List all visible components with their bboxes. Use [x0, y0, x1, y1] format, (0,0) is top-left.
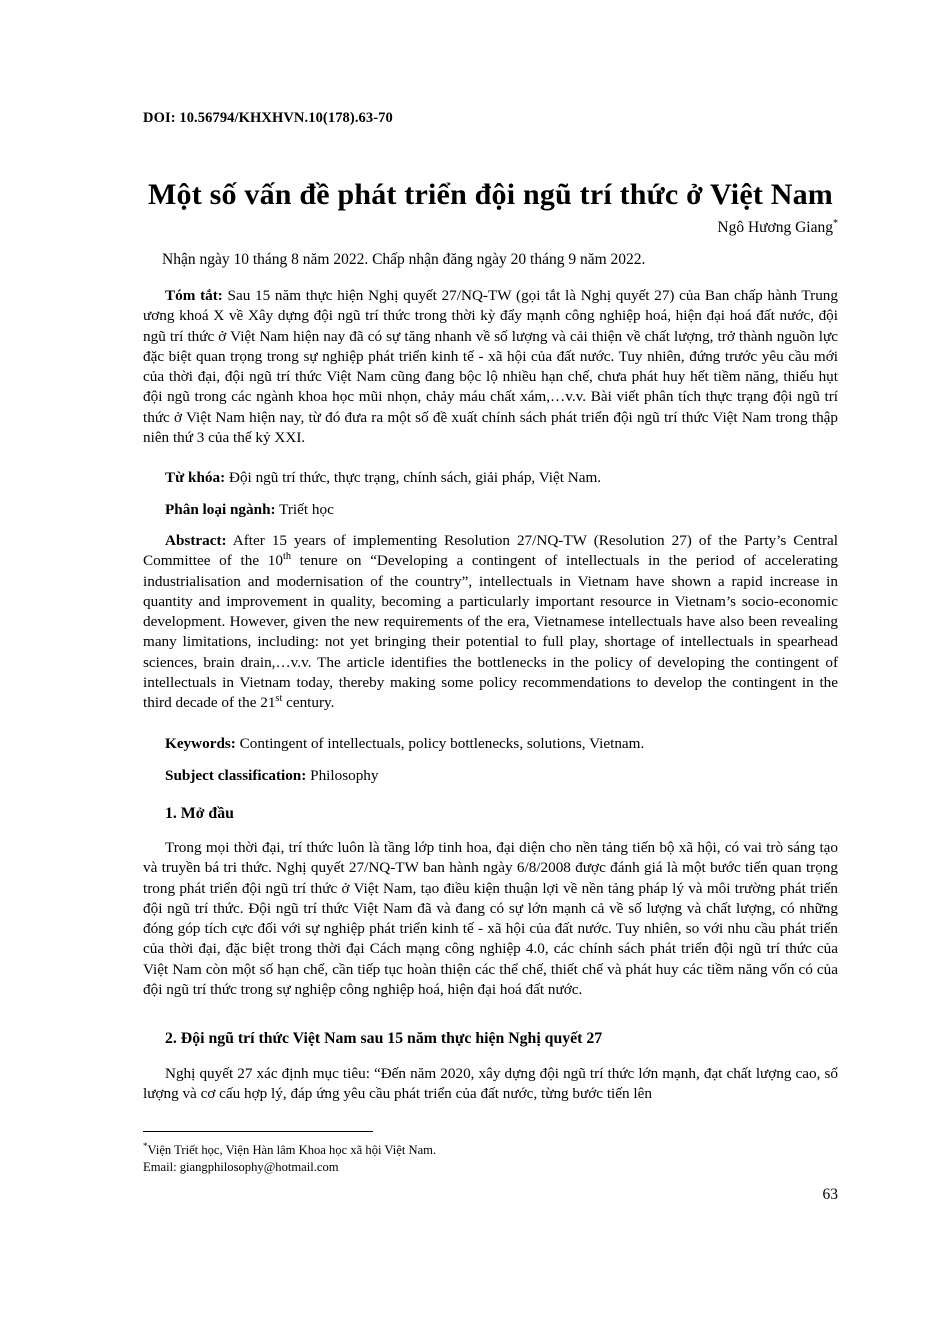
- footnote-block: [143, 1138, 838, 1175]
- classification-vi-text: Triết học: [279, 501, 334, 518]
- section-2-paragraph: Nghị quyết 27 xác định mục tiêu: “Đến năm 2020, xây dựng đội ngũ trí thức lớn mạnh, đạt chất lượng cao, số lượng và cơ cấu hợp lý, đáp ứng yêu cầu phát triển của đất nước, từng bước tiến lên: [143, 1065, 838, 1103]
- classification-english: [143, 766, 838, 786]
- classification-vietnamese: [143, 500, 838, 520]
- keywords-vietnamese: [143, 468, 838, 488]
- author-footnote-marker: *: [833, 218, 838, 229]
- author-name: Ngô Hương Giang: [717, 219, 833, 237]
- footnote-marker: *: [143, 1141, 148, 1151]
- footnote-email-line: [143, 1159, 838, 1176]
- abstract-en-part3: century.: [282, 694, 335, 712]
- classification-vi-label: Phân loại ngành:: [165, 501, 276, 518]
- abstract-english: [143, 531, 838, 714]
- footnote-email-value: giangphilosophy@hotmail.com: [179, 1159, 339, 1174]
- page-title: Một số vấn đề phát triển đội ngũ trí thức ở Việt Nam: [147, 178, 833, 212]
- classification-en-text: Philosophy: [310, 767, 379, 784]
- classification-en-label: Subject classification:: [165, 767, 307, 784]
- page-number: 63: [822, 1186, 838, 1203]
- keywords-en-label: Keywords:: [165, 735, 236, 752]
- abstract-vi-label: Tóm tắt:: [165, 287, 223, 304]
- received-accepted-line: Nhận ngày 10 tháng 8 năm 2022. Chấp nhận đăng ngày 20 tháng 9 năm 2022.: [162, 251, 646, 268]
- doi-line: DOI: 10.56794/KHXHVN.10(178).63-70: [143, 110, 393, 126]
- footnote-email-label: Email:: [143, 1159, 177, 1174]
- section-heading-2: 2. Đội ngũ trí thức Việt Nam sau 15 năm thực hiện Nghị quyết 27: [165, 1030, 603, 1047]
- abstract-vietnamese: [143, 286, 838, 448]
- footnote-affiliation: Viện Triết học, Viện Hàn lâm Khoa học xã hội Việt Nam.: [147, 1143, 437, 1158]
- abstract-en-part1: After 15 years of implementing Resolution 27/NQ-TW (Resolution 27) of the Party’s Central Committee of the 10: [143, 532, 838, 570]
- keywords-en-text: Contingent of intellectuals, policy bottlenecks, solutions, Vietnam.: [239, 735, 645, 752]
- section-1-paragraph: Trong mọi thời đại, trí thức luôn là tầng lớp tinh hoa, đại diện cho nền tảng tiến bộ xã hội, có vai trò sáng tạo và truyền bá tri thức. Nghị quyết 27/NQ-TW ban hành ngày 6/8/2008 được đánh giá là một bước tiến quan trọng trong phát triển đội ngũ trí thức ở Việt Nam, tạo điều kiện thuận lợi về nền tảng pháp lý và môi trường phát triển đội ngũ trí thức. Đội ngũ trí thức Việt Nam đã và đang có sự lớn mạnh cả về số lượng và chất lượng, có những đóng góp tích cực đối với sự nghiệp phát triển kinh tế - xã hội của đất nước. Tuy nhiên, so với nhu cầu phát triển của thời đại, đặc biệt trong thời đại Cách mạng công nghiệp 4.0, các chính sách phát triển đội ngũ trí thức của Việt Nam còn một số hạn chế, cần tiếp tục hoàn thiện các thể chế, thiết chế và phát huy các tiềm năng vốn có của đội ngũ trí thức trong sự nghiệp công nghiệp hoá, hiện đại hoá đất nước.: [143, 839, 838, 999]
- abstract-en-ordinal-th: th: [282, 551, 291, 563]
- keywords-english: [143, 734, 838, 754]
- keywords-vi-label: Từ khóa:: [165, 469, 226, 486]
- abstract-en-part2: tenure on “Developing a contingent of intellectuals in the period of accelerating industrialisation and modernisation of the country”, intellectuals in Vietnam have shown a rapid increase in quantity and improvement in quality, becoming a particularly important resource in Vietnam’s socio-economic development. However, given the new requirements of the era, Vietnamese intellectuals have also been revealing many limitations, including: not yet bringing their potential to full play, shortage of intellectuals in spearhead sciences, brain drain,…v.v. The article identifies the bottlenecks in the policy of developing the contingent of intellectuals in Vietnam today, thereby making some policy recommendations to develop the contingent in the third decade of the 21: [143, 552, 839, 712]
- abstract-en-label: Abstract:: [165, 532, 227, 549]
- abstract-en-ordinal-st: st: [275, 693, 283, 705]
- author-byline: [143, 218, 838, 237]
- keywords-vi-text: Đội ngũ trí thức, thực trạng, chính sách, giải pháp, Việt Nam.: [228, 469, 602, 486]
- footnote-separator-rule: [143, 1131, 373, 1132]
- footnote-affiliation-line: [143, 1138, 838, 1159]
- abstract-vi-text: Sau 15 năm thực hiện Nghị quyết 27/NQ-TW (gọi tắt là Nghị quyết 27) của Ban chấp hành Trung ương khoá X về Xây dựng đội ngũ trí thức trong thời kỳ đẩy mạnh công nghiệp hoá, hiện đại hoá đất nước, đội ngũ trí thức ở Việt Nam hiện nay đã có sự tăng nhanh về số lượng và cải thiện về chất lượng, trở thành nguồn lực đặc biệt quan trọng trong sự nghiệp phát triển kinh tế - xã hội của đất nước. Tuy nhiên, đứng trước yêu cầu mới của thời đại, đội ngũ trí thức Việt Nam cũng đang bộc lộ nhiều hạn chế, chưa phát huy hết tiềm năng, thiếu hụt đội ngũ trong các ngành khoa học mũi nhọn, chảy máu chất xám,…v.v. Bài viết phân tích thực trạng đội ngũ trí thức ở Việt Nam hiện nay, từ đó đưa ra một số đề xuất chính sách phát triển đội ngũ trí thức Việt Nam trong thập niên thứ 3 của thế kỷ XXI.: [143, 287, 838, 447]
- section-heading-1: 1. Mở đầu: [165, 805, 234, 822]
